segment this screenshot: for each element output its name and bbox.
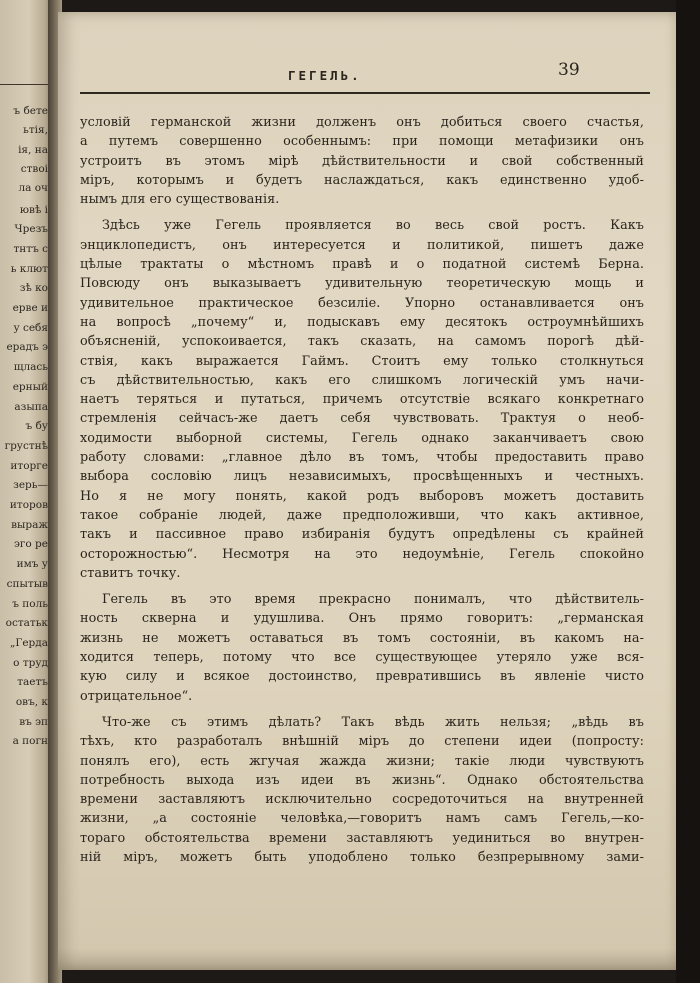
left-page-fragment: ствоі: [20, 162, 48, 175]
text-line: жизни, „а состояніе человѣка,—говоритъ намъ самъ Гегель,—ко-: [80, 811, 644, 827]
paragraph-gap: [80, 583, 644, 590]
text-line: такое собраніе людей, даже предположивши, что какъ активное,: [80, 507, 644, 523]
text-line: ставитъ точку.: [80, 565, 181, 581]
text-line: стремленія сейчасъ-же даетъ себя чувствовать. Трактуя о необ-: [80, 411, 644, 427]
text-line: нымъ для его существованія.: [80, 192, 280, 208]
text-line: цѣлые трактаты о мѣстномъ правѣ и о податной системѣ Берна.: [80, 257, 644, 273]
left-page-fragment: Чрезъ: [14, 223, 48, 236]
left-page-fragment: выраж: [11, 518, 48, 531]
text-line: наетъ теряться и путаться, причемъ отсутствіе всякаго конкретнаго: [80, 392, 644, 408]
text-line: осторожностью“. Несмотря на это недоумѣніе, Гегель спокойно: [80, 546, 644, 562]
left-page-fragment: ъ бете: [13, 105, 48, 117]
left-page-fragment: иторов: [9, 499, 48, 511]
text-line: ствія, какъ выражается Гаймъ. Стоитъ ему только столкнуться: [80, 353, 644, 369]
text-line: объясненій, успокоивается, такъ сказать, на самомъ порогѣ дѣй-: [80, 334, 644, 350]
paragraph-gap: [80, 209, 644, 216]
left-page-fragment: а погн: [12, 735, 48, 748]
left-page-fragment: ъ бу: [25, 420, 48, 433]
text-line: ходимости выборной системы, Гегель однако заканчиваетъ свою: [80, 430, 644, 446]
header-rule: [80, 92, 650, 94]
left-page-fragment: зѣ ко: [19, 282, 48, 295]
left-page-fragment: таетъ: [17, 676, 48, 689]
text-line: міръ, которымъ и будетъ наслаждаться, какъ единственно удоб-: [80, 172, 644, 188]
page-number: 39: [558, 60, 580, 80]
left-page-fragment: ьтія,: [23, 124, 48, 137]
left-page-fragment: щлась: [13, 361, 48, 374]
paragraph: [80, 590, 644, 706]
text-line: такъ и пассивное право избиранія будутъ опредѣлены съ крайней: [80, 527, 644, 543]
left-page-fragment: о труд: [13, 656, 48, 669]
text-line: тѣхъ, кто разработалъ внѣшній міръ до степени идеи (попросту:: [80, 734, 644, 750]
left-page-fragment: тнтъ с: [13, 242, 48, 255]
text-line: работу словами: „главное дѣло въ томъ, чтобы предоставить право: [80, 450, 644, 466]
left-page-edge: [0, 0, 52, 983]
paragraph: [80, 113, 644, 209]
left-page-fragment: азыпа: [14, 400, 48, 413]
left-page-fragment: спытыв: [6, 577, 48, 590]
left-page-header-rule: [0, 84, 50, 85]
text-line: Здѣсь уже Гегель проявляется во весь свой ростъ. Какъ: [102, 218, 644, 234]
text-line: на вопросѣ „почему“ и, подыскавъ ему десятокъ остроумнѣйшихъ: [80, 314, 644, 330]
text-line: Повсюду онъ выказываетъ удивительную теоретическую мощь и: [80, 276, 644, 292]
text-line: тораго обстоятельства времени заставляютъ уединиться во внутрен-: [80, 830, 644, 846]
left-page-fragment: ювѣ і: [19, 203, 48, 216]
text-line: отрицательное“.: [80, 688, 193, 704]
background-edge: [676, 0, 700, 983]
text-line: устроитъ въ этомъ мірѣ дѣйствительности и свой собственный: [80, 153, 644, 169]
left-page-fragment: ь клют: [10, 262, 48, 275]
left-page-fragment: ерве и: [12, 302, 48, 314]
text-line: Что-же съ этимъ дѣлать? Такъ вѣдь жить нельзя; „вѣдь въ: [102, 714, 644, 730]
left-page-fragment: ъ поль: [12, 597, 48, 610]
text-line: кую силу и всякое достоинство, превратившись въ явленіе чисто: [80, 669, 644, 685]
text-line: потребность выхода изъ идеи въ жизнь“. Однако обстоятельства: [80, 772, 644, 788]
text-line: Но я не могу понять, какой родъ выборовъ можетъ доставить: [80, 488, 644, 504]
text-line: ходится теперь, потому что все существующее утеряло уже вся-: [80, 650, 644, 666]
text-line: понялъ его), есть жгучая жажда жизни; такіе люди чувствуютъ: [80, 753, 644, 769]
body-text: [80, 113, 644, 867]
paragraph: [80, 713, 644, 867]
paragraph: [80, 216, 644, 583]
left-page-fragment: ла оч: [18, 182, 48, 195]
text-line: а путемъ совершенно особеннымъ: при помощи метафизики онъ: [80, 134, 644, 150]
text-line: съ дѣйствительностью, какъ его слишкомъ логическій умъ начи-: [80, 372, 644, 388]
left-page-fragment: зерь—: [13, 479, 48, 492]
left-page-fragment: иторге: [10, 459, 48, 472]
left-page-fragment: имъ у: [16, 558, 48, 571]
left-page-fragment: „Герда: [9, 636, 48, 649]
left-page-fragment: эго ре: [14, 538, 48, 551]
text-line: энциклопедистъ, онъ интересуется и политикой, пишетъ даже: [80, 237, 644, 253]
text-line: выбора сословію лицъ независимыхъ, просвѣщенныхъ и честныхъ.: [80, 469, 644, 485]
text-line: жизнь не можетъ оставаться въ томъ состояніи, въ какомъ на-: [80, 630, 644, 646]
text-line: условій германской жизни долженъ онъ добиться своего счастья,: [80, 115, 644, 130]
left-page-fragment: остатьк: [5, 617, 48, 630]
left-page-fragment: ерный: [12, 380, 48, 393]
right-page: [58, 12, 676, 970]
left-page-fragment: овъ, к: [15, 696, 48, 708]
paragraph-gap: [80, 706, 644, 713]
text-line: ность скверна и удушлива. Онъ прямо говоритъ: „германская: [80, 611, 644, 627]
left-page-fragment: ія, на: [18, 143, 48, 156]
left-page-fragment: въ эп: [19, 715, 48, 728]
running-head: ГЕГЕЛЬ.: [288, 68, 362, 83]
left-page-fragment: ерадъ э: [6, 341, 48, 354]
text-line: удивительное практическое безсиліе. Упорно останавливается онъ: [80, 295, 644, 311]
left-page-fragment: грустнѣ: [4, 439, 48, 452]
text-line: времени заставляютъ исключительно сосредоточиться на внутренней: [80, 792, 644, 808]
left-page-fragment: у себя: [13, 321, 48, 334]
text-line: ній міръ, можетъ быть уподоблено только безпрерывному зами-: [80, 849, 644, 865]
text-line: Гегель въ это время прекрасно понималъ, что дѣйствитель-: [102, 592, 644, 608]
